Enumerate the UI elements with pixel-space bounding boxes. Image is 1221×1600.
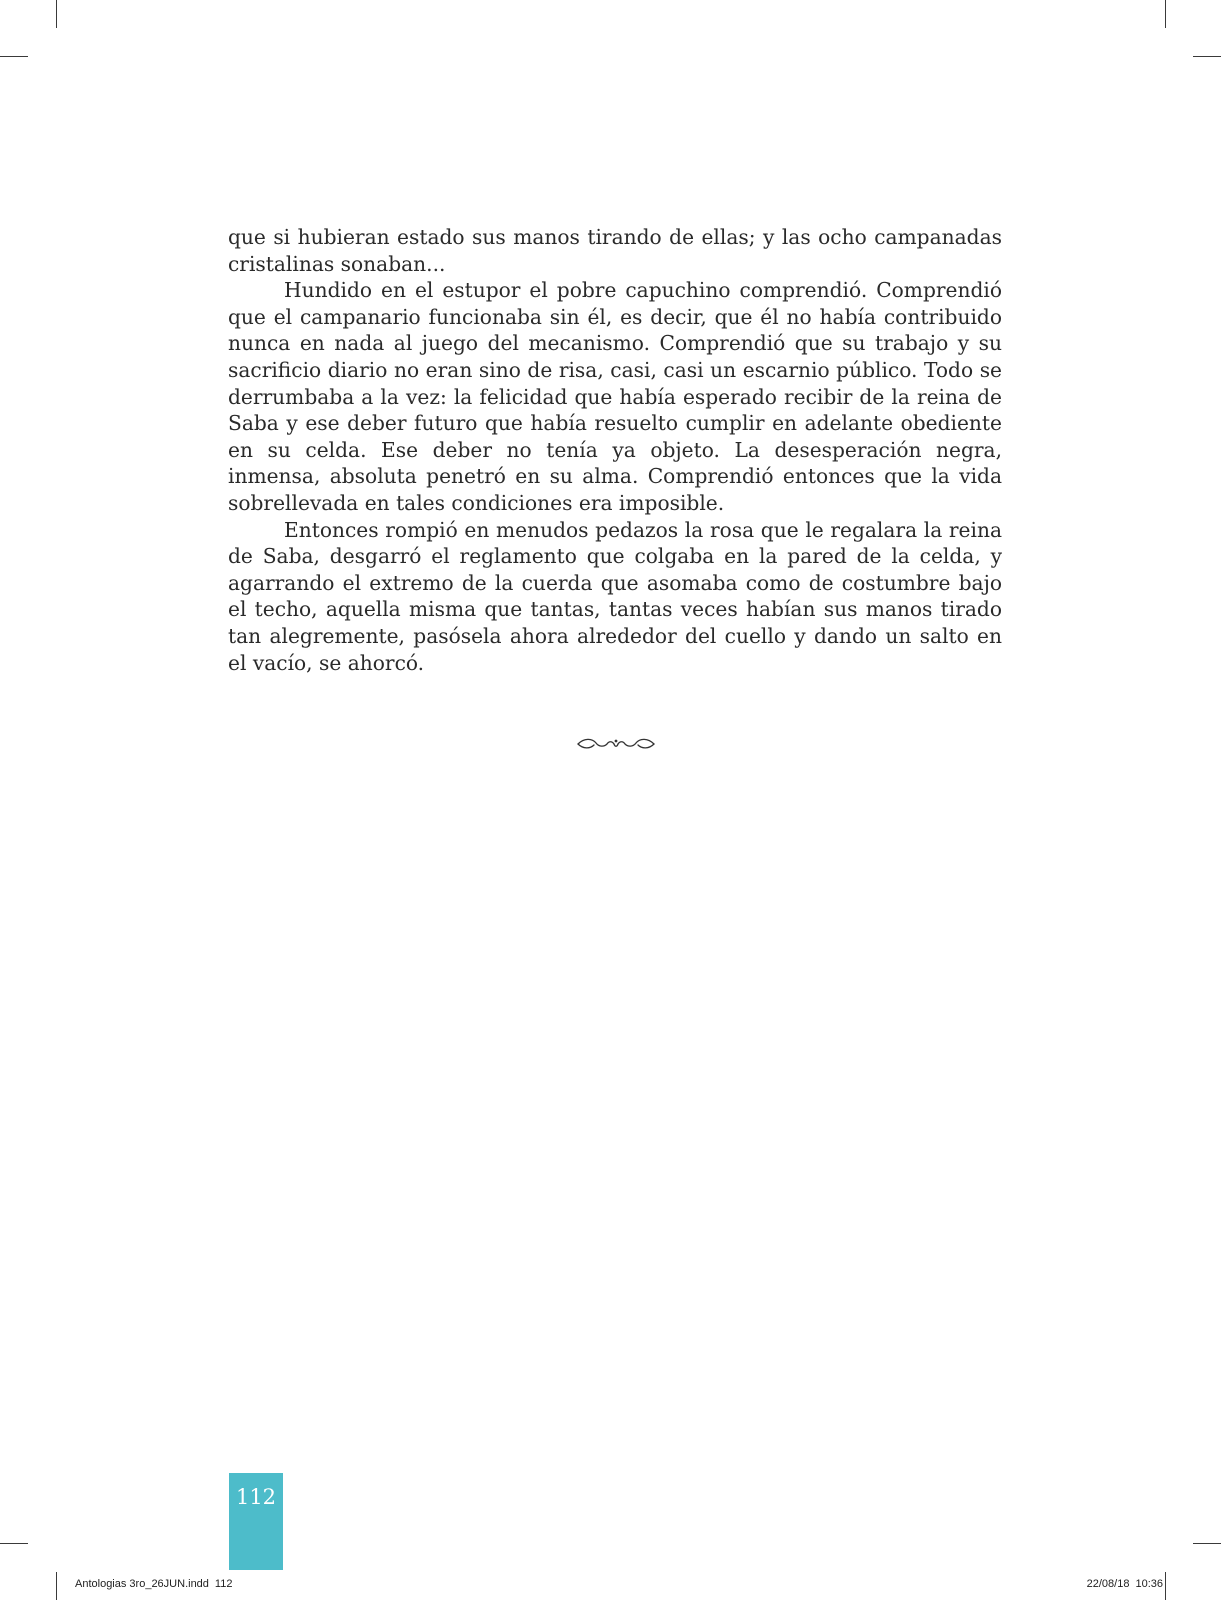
crop-mark-top-right (1165, 0, 1166, 28)
slug-file-name: Antologias 3ro_26JUN.indd (75, 1578, 209, 1590)
crop-mark-left-top (0, 56, 28, 57)
slug-date: 22/08/18 (1086, 1578, 1130, 1590)
flourish-divider-icon (574, 736, 658, 752)
paragraph-2: Hundido en el estupor el pobre capuchino comprendió. Comprendió que el campanario funcionaba sin él, es decir, que él no había contribuido nunca en nada al juego del mecanismo. Comprendió que su trabajo y su sacrificio diario no eran sino de risa, casi, casi un escarnio público. Todo se derrumbaba a la vez: la felicidad que había esperado recibir de la reina de Saba y ese deber futuro que había resuelto cumplir en adelante obediente en su celda. Ese deber no tenía ya objeto. La desesperación negra, inmensa, absoluta penetró en su alma. Comprendió entonces que la vida sobrellevada en tales condiciones era imposible. (228, 278, 1002, 515)
paragraph-3: Entonces rompió en menudos pedazos la rosa que le regalara la reina de Saba, desgarró el reglamento que colgaba en la pared de la celda, y agarrando el extremo de la cuerda que asomaba como de costumbre bajo el techo, aquella misma que tantas, tantas veces habían sus manos tirado tan alegremente, pasósela ahora alrededor del cuello y dando un salto en el vacío, se ahorcó. (228, 517, 1002, 675)
page-number: 112 (235, 1485, 277, 1509)
crop-mark-bottom-right (1165, 1572, 1166, 1600)
slug-page: 112 (214, 1578, 233, 1590)
slug-time: 10:36 (1135, 1578, 1163, 1590)
crop-mark-bottom-left (56, 1572, 57, 1600)
crop-mark-left-bottom (0, 1543, 28, 1544)
print-slug-file (75, 1578, 232, 1590)
body-text (228, 224, 1002, 676)
crop-mark-right-top (1193, 56, 1221, 57)
print-slug-date (1087, 1578, 1163, 1590)
crop-mark-right-bottom (1193, 1543, 1221, 1544)
crop-mark-top-left (56, 0, 57, 28)
paragraph-1: que si hubieran estado sus manos tirando de ellas; y las ocho campanadas cristalinas sonaban... (228, 225, 1002, 276)
